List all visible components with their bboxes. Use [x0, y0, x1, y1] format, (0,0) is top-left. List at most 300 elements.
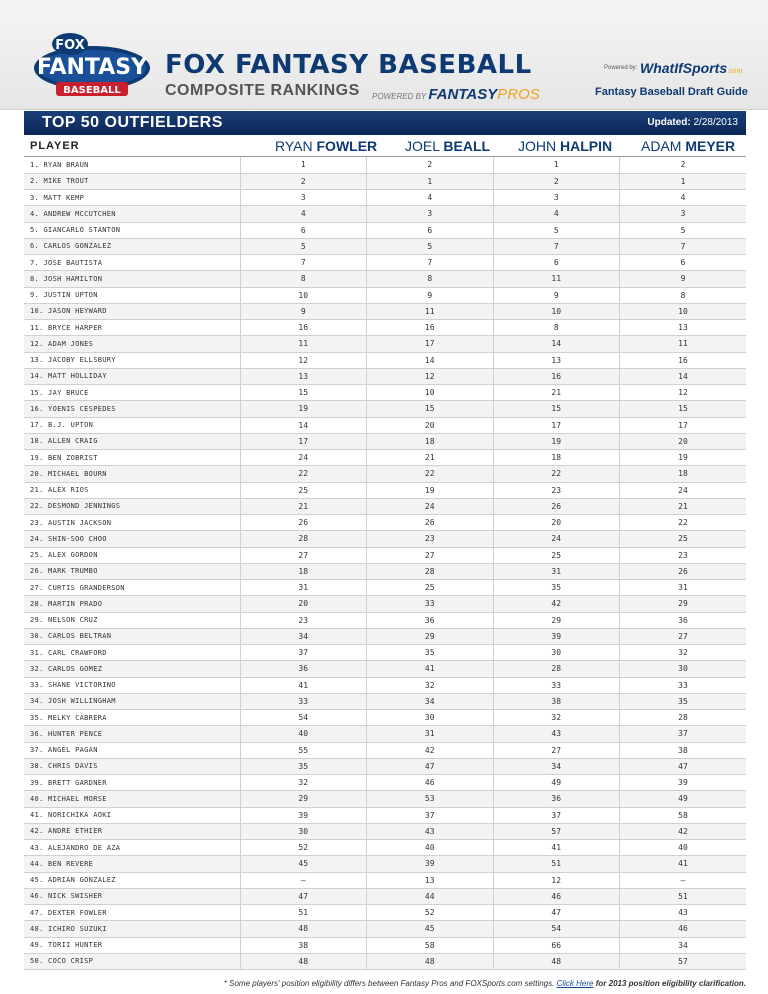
rank-cell: 1	[240, 157, 367, 173]
player-name-cell: 50. COCO CRISP	[24, 953, 240, 969]
rank-cell: 37	[240, 645, 367, 661]
table-row	[24, 953, 746, 969]
rank-cell: 27	[367, 547, 494, 563]
updated-value: 2/28/2013	[693, 117, 738, 128]
rank-cell: 8	[367, 271, 494, 287]
table-row	[24, 921, 746, 937]
rank-cell: 51	[493, 856, 620, 872]
rank-cell: 10	[493, 303, 620, 319]
rank-cell: 5	[620, 222, 747, 238]
rank-cell: 14	[620, 368, 747, 384]
powered-by-label: Powered by:	[604, 65, 638, 71]
rank-cell: 29	[493, 612, 620, 628]
rank-cell: 12	[240, 352, 367, 368]
rank-cell: 29	[367, 628, 494, 644]
rank-cell: 51	[240, 905, 367, 921]
rank-cell: 7	[367, 255, 494, 271]
section-banner	[24, 111, 746, 135]
ranker-header-2: JOEL BEALL	[405, 138, 491, 154]
rank-cell: 17	[620, 417, 747, 433]
rank-cell: 18	[493, 450, 620, 466]
rank-cell: 18	[620, 466, 747, 482]
table-row	[24, 206, 746, 222]
rank-cell: 6	[620, 255, 747, 271]
page-header	[0, 0, 768, 110]
rank-cell: 37	[367, 807, 494, 823]
rank-cell: 22	[240, 466, 367, 482]
svg-text:FOX: FOX	[55, 38, 85, 53]
rank-cell: 15	[367, 401, 494, 417]
table-row	[24, 255, 746, 271]
rank-cell: 39	[240, 807, 367, 823]
rank-cell: 27	[240, 547, 367, 563]
table-row	[24, 401, 746, 417]
rank-cell: 2	[240, 173, 367, 189]
rank-cell: 3	[240, 190, 367, 206]
table-row	[24, 856, 746, 872]
rank-cell: 30	[493, 645, 620, 661]
table-row	[24, 368, 746, 384]
rank-cell: 32	[620, 645, 747, 661]
rank-cell: 43	[620, 905, 747, 921]
player-name-cell: 33. SHANE VICTORINO	[24, 677, 240, 693]
footnote	[224, 979, 746, 988]
rank-cell: 5	[493, 222, 620, 238]
svg-text:BASEBALL: BASEBALL	[63, 85, 121, 96]
player-name-cell: 4. ANDREW MCCUTCHEN	[24, 206, 240, 222]
table-row	[24, 433, 746, 449]
rank-cell: 5	[367, 238, 494, 254]
rank-cell: 9	[367, 287, 494, 303]
rank-cell: 32	[493, 710, 620, 726]
ranker-header-1: RYAN FOWLER	[275, 138, 378, 154]
rank-cell: 41	[493, 840, 620, 856]
player-name-cell: 16. YOENIS CESPEDES	[24, 401, 240, 417]
rank-cell: 8	[620, 287, 747, 303]
player-name-cell: 20. MICHAEL BOURN	[24, 466, 240, 482]
rank-cell: 26	[240, 515, 367, 531]
rank-cell: 33	[493, 677, 620, 693]
player-name-cell: 34. JOSH WILLINGHAM	[24, 693, 240, 709]
rank-cell: 23	[240, 612, 367, 628]
rank-cell: 14	[367, 352, 494, 368]
rank-cell: 42	[493, 596, 620, 612]
updated-date	[647, 117, 738, 128]
rank-cell: 16	[240, 320, 367, 336]
rank-cell: 35	[493, 580, 620, 596]
page-subtitle: COMPOSITE RANKINGS	[165, 82, 360, 99]
rank-cell: 4	[493, 206, 620, 222]
player-name-cell: 9. JUSTIN UPTON	[24, 287, 240, 303]
whatifsports-logo	[640, 60, 742, 76]
table-row	[24, 466, 746, 482]
fox-fantasy-baseball-logo	[30, 30, 154, 100]
rank-cell: 15	[493, 401, 620, 417]
player-name-cell: 49. TORII HUNTER	[24, 937, 240, 953]
player-name-cell: 2. MIKE TROUT	[24, 173, 240, 189]
rank-cell: 25	[240, 482, 367, 498]
rank-cell: 38	[620, 742, 747, 758]
rank-cell: 31	[620, 580, 747, 596]
table-row	[24, 238, 746, 254]
rank-cell: 19	[493, 433, 620, 449]
table-row	[24, 775, 746, 791]
player-name-cell: 25. ALEX GORDON	[24, 547, 240, 563]
rank-cell: 16	[367, 320, 494, 336]
player-name-cell: 27. CURTIS GRANDERSON	[24, 580, 240, 596]
rank-cell: 17	[493, 417, 620, 433]
rank-cell: 57	[493, 823, 620, 839]
player-name-cell: 24. SHIN-SOO CHOO	[24, 531, 240, 547]
rank-cell: 1	[367, 173, 494, 189]
page-title: FOX FANTASY BASEBALL	[165, 50, 532, 80]
rank-cell: 11	[240, 336, 367, 352]
rank-cell: 7	[620, 238, 747, 254]
whatifsports-domain: .com	[727, 68, 743, 75]
updated-label: Updated:	[647, 117, 691, 128]
table-row	[24, 320, 746, 336]
rank-cell: 12	[367, 368, 494, 384]
rank-cell: 10	[367, 385, 494, 401]
rank-cell: 8	[240, 271, 367, 287]
rank-cell: 2	[367, 157, 494, 173]
player-name-cell: 7. JOSE BAUTISTA	[24, 255, 240, 271]
rank-cell: 21	[493, 385, 620, 401]
rank-cell: 43	[367, 823, 494, 839]
table-row	[24, 531, 746, 547]
player-name-cell: 22. DESMOND JENNINGS	[24, 498, 240, 514]
rank-cell: 27	[493, 742, 620, 758]
rank-cell: 14	[493, 336, 620, 352]
rank-cell: 48	[240, 953, 367, 969]
rank-cell: 36	[367, 612, 494, 628]
rank-cell: 34	[240, 628, 367, 644]
rank-cell: 21	[367, 450, 494, 466]
rank-cell: 17	[240, 433, 367, 449]
player-name-cell: 41. NORICHIKA AOKI	[24, 807, 240, 823]
rank-cell: 9	[493, 287, 620, 303]
rank-cell: 41	[367, 661, 494, 677]
rank-cell: 41	[240, 677, 367, 693]
rank-cell: –	[240, 872, 367, 888]
column-headers	[24, 135, 746, 157]
player-name-cell: 48. ICHIRO SUZUKI	[24, 921, 240, 937]
player-name-cell: 42. ANDRE ETHIER	[24, 823, 240, 839]
table-row	[24, 498, 746, 514]
player-column-header: PLAYER	[30, 140, 80, 152]
rankings-body	[24, 157, 746, 970]
rank-cell: 5	[240, 238, 367, 254]
player-name-cell: 21. ALEX RIOS	[24, 482, 240, 498]
table-row	[24, 937, 746, 953]
table-row	[24, 450, 746, 466]
rank-cell: 45	[240, 856, 367, 872]
player-name-cell: 45. ADRIAN GONZALEZ	[24, 872, 240, 888]
rank-cell: 34	[367, 693, 494, 709]
rank-cell: 11	[493, 271, 620, 287]
table-row	[24, 758, 746, 774]
player-name-cell: 47. DEXTER FOWLER	[24, 905, 240, 921]
player-name-cell: 44. BEN REVERE	[24, 856, 240, 872]
rank-cell: 31	[240, 580, 367, 596]
rank-cell: 16	[620, 352, 747, 368]
rank-cell: 15	[240, 385, 367, 401]
rank-cell: 4	[240, 206, 367, 222]
rank-cell: 34	[493, 758, 620, 774]
table-row	[24, 417, 746, 433]
fantasypros-logo-b: PROS	[497, 86, 540, 103]
powered-by-label: POWERED BY	[372, 92, 427, 101]
table-row	[24, 677, 746, 693]
player-name-cell: 11. BRYCE HARPER	[24, 320, 240, 336]
footnote-tail: for 2013 position eligibility clarification.	[595, 979, 746, 988]
player-name-cell: 38. CHRIS DAVIS	[24, 758, 240, 774]
rank-cell: 15	[620, 401, 747, 417]
rank-cell: 48	[367, 953, 494, 969]
rank-cell: 36	[240, 661, 367, 677]
rank-cell: 20	[493, 515, 620, 531]
rank-cell: 11	[620, 336, 747, 352]
player-name-cell: 18. ALLEN CRAIG	[24, 433, 240, 449]
player-name-cell: 35. MELKY CABRERA	[24, 710, 240, 726]
rank-cell: 4	[620, 190, 747, 206]
player-name-cell: 31. CARL CRAWFORD	[24, 645, 240, 661]
rank-cell: 13	[493, 352, 620, 368]
table-row	[24, 352, 746, 368]
rank-cell: 47	[240, 888, 367, 904]
rank-cell: 18	[367, 433, 494, 449]
player-name-cell: 28. MARTIN PRADO	[24, 596, 240, 612]
rank-cell: 19	[240, 401, 367, 417]
rank-cell: 20	[240, 596, 367, 612]
ranker-header-4: ADAM MEYER	[641, 138, 736, 154]
rank-cell: 7	[493, 238, 620, 254]
rank-cell: 3	[367, 206, 494, 222]
rank-cell: 31	[493, 563, 620, 579]
rank-cell: 9	[620, 271, 747, 287]
rank-cell: 48	[493, 953, 620, 969]
rank-cell: 4	[367, 190, 494, 206]
rank-cell: 22	[620, 515, 747, 531]
rank-cell: 25	[620, 531, 747, 547]
rank-cell: 38	[493, 693, 620, 709]
rank-cell: 58	[620, 807, 747, 823]
rank-cell: 36	[620, 612, 747, 628]
rank-cell: 28	[367, 563, 494, 579]
rank-cell: 40	[240, 726, 367, 742]
player-name-cell: 19. BEN ZOBRIST	[24, 450, 240, 466]
player-name-cell: 26. MARK TRUMBO	[24, 563, 240, 579]
rank-cell: 52	[367, 905, 494, 921]
rank-cell: 46	[493, 888, 620, 904]
rank-cell: 45	[367, 921, 494, 937]
table-row	[24, 645, 746, 661]
rank-cell: 21	[620, 498, 747, 514]
table-row	[24, 596, 746, 612]
rank-cell: 47	[367, 758, 494, 774]
rank-cell: 10	[620, 303, 747, 319]
rank-cell: 6	[240, 222, 367, 238]
player-name-cell: 13. JACOBY ELLSBURY	[24, 352, 240, 368]
rank-cell: 49	[620, 791, 747, 807]
player-name-cell: 6. CARLOS GONZALEZ	[24, 238, 240, 254]
table-row	[24, 791, 746, 807]
player-name-cell: 12. ADAM JONES	[24, 336, 240, 352]
rank-cell: 36	[493, 791, 620, 807]
table-row	[24, 710, 746, 726]
ranker-header-3: JOHN HALPIN	[518, 138, 613, 154]
rank-cell: 23	[493, 482, 620, 498]
rank-cell: 33	[240, 693, 367, 709]
rank-cell: 35	[367, 645, 494, 661]
table-row	[24, 173, 746, 189]
table-row	[24, 807, 746, 823]
table-row	[24, 287, 746, 303]
click-here-link[interactable]: Click Here	[556, 979, 594, 988]
rank-cell: 52	[240, 840, 367, 856]
player-name-cell: 8. JOSH HAMILTON	[24, 271, 240, 287]
rank-cell: 38	[240, 937, 367, 953]
rank-cell: –	[620, 872, 747, 888]
rank-cell: 30	[240, 823, 367, 839]
rank-cell: 46	[367, 775, 494, 791]
rank-cell: 1	[493, 157, 620, 173]
rank-cell: 43	[493, 726, 620, 742]
rank-cell: 42	[620, 823, 747, 839]
rank-cell: 54	[493, 921, 620, 937]
rank-cell: 27	[620, 628, 747, 644]
rank-cell: 37	[620, 726, 747, 742]
player-name-cell: 46. NICK SWISHER	[24, 888, 240, 904]
rank-cell: 19	[620, 450, 747, 466]
rank-cell: 35	[620, 693, 747, 709]
player-name-cell: 43. ALEJANDRO DE AZA	[24, 840, 240, 856]
rank-cell: 22	[367, 466, 494, 482]
table-row	[24, 482, 746, 498]
rank-cell: 55	[240, 742, 367, 758]
rank-cell: 19	[367, 482, 494, 498]
rank-cell: 37	[493, 807, 620, 823]
rank-cell: 25	[493, 547, 620, 563]
player-name-cell: 3. MATT KEMP	[24, 190, 240, 206]
table-row	[24, 742, 746, 758]
section-title: TOP 50 OUTFIELDERS	[42, 114, 223, 131]
rank-cell: 47	[493, 905, 620, 921]
rank-cell: 12	[620, 385, 747, 401]
table-row	[24, 628, 746, 644]
rank-cell: 32	[367, 677, 494, 693]
table-row	[24, 905, 746, 921]
rank-cell: 23	[620, 547, 747, 563]
rank-cell: 22	[493, 466, 620, 482]
player-name-cell: 29. NELSON CRUZ	[24, 612, 240, 628]
rank-cell: 26	[620, 563, 747, 579]
rank-cell: 20	[367, 417, 494, 433]
rank-cell: 40	[367, 840, 494, 856]
player-name-cell: 14. MATT HOLLIDAY	[24, 368, 240, 384]
rank-cell: 24	[493, 531, 620, 547]
rank-cell: 12	[493, 872, 620, 888]
player-name-cell: 39. BRETT GARDNER	[24, 775, 240, 791]
rank-cell: 21	[240, 498, 367, 514]
rank-cell: 51	[620, 888, 747, 904]
rank-cell: 29	[620, 596, 747, 612]
svg-text:FANTASY: FANTASY	[36, 55, 148, 80]
rank-cell: 9	[240, 303, 367, 319]
table-row	[24, 580, 746, 596]
rank-cell: 8	[493, 320, 620, 336]
table-row	[24, 726, 746, 742]
table-row	[24, 222, 746, 238]
rank-cell: 35	[240, 758, 367, 774]
rank-cell: 44	[367, 888, 494, 904]
rank-cell: 32	[240, 775, 367, 791]
rank-cell: 7	[240, 255, 367, 271]
rank-cell: 17	[367, 336, 494, 352]
rank-cell: 53	[367, 791, 494, 807]
rank-cell: 34	[620, 937, 747, 953]
rank-cell: 24	[367, 498, 494, 514]
table-row	[24, 661, 746, 677]
rank-cell: 39	[493, 628, 620, 644]
rank-cell: 13	[367, 872, 494, 888]
rank-cell: 30	[367, 710, 494, 726]
fantasypros-credit	[372, 86, 540, 103]
rank-cell: 23	[367, 531, 494, 547]
draft-guide-label: Fantasy Baseball Draft Guide	[595, 86, 748, 98]
table-row	[24, 336, 746, 352]
rank-cell: 33	[620, 677, 747, 693]
rank-cell: 46	[620, 921, 747, 937]
rank-cell: 57	[620, 953, 747, 969]
rank-cell: 41	[620, 856, 747, 872]
table-row	[24, 823, 746, 839]
rank-cell: 10	[240, 287, 367, 303]
table-row	[24, 872, 746, 888]
table-row	[24, 385, 746, 401]
player-name-cell: 37. ANGEL PAGAN	[24, 742, 240, 758]
table-row	[24, 303, 746, 319]
player-name-cell: 40. MICHAEL MORSE	[24, 791, 240, 807]
player-name-cell: 17. B.J. UPTON	[24, 417, 240, 433]
rank-cell: 25	[367, 580, 494, 596]
table-row	[24, 157, 746, 173]
rank-cell: 33	[367, 596, 494, 612]
rank-cell: 26	[367, 515, 494, 531]
rank-cell: 18	[240, 563, 367, 579]
player-name-cell: 36. HUNTER PENCE	[24, 726, 240, 742]
rank-cell: 28	[620, 710, 747, 726]
table-row	[24, 612, 746, 628]
rank-cell: 66	[493, 937, 620, 953]
rank-cell: 28	[493, 661, 620, 677]
rank-cell: 26	[493, 498, 620, 514]
player-name-cell: 15. JAY BRUCE	[24, 385, 240, 401]
rank-cell: 24	[240, 450, 367, 466]
rank-cell: 40	[620, 840, 747, 856]
rank-cell: 39	[620, 775, 747, 791]
rank-cell: 47	[620, 758, 747, 774]
rank-cell: 48	[240, 921, 367, 937]
player-name-cell: 10. JASON HEYWARD	[24, 303, 240, 319]
rank-cell: 24	[620, 482, 747, 498]
rank-cell: 13	[620, 320, 747, 336]
rank-cell: 3	[620, 206, 747, 222]
rank-cell: 42	[367, 742, 494, 758]
rank-cell: 1	[620, 173, 747, 189]
player-name-cell: 23. AUSTIN JACKSON	[24, 515, 240, 531]
rank-cell: 3	[493, 190, 620, 206]
